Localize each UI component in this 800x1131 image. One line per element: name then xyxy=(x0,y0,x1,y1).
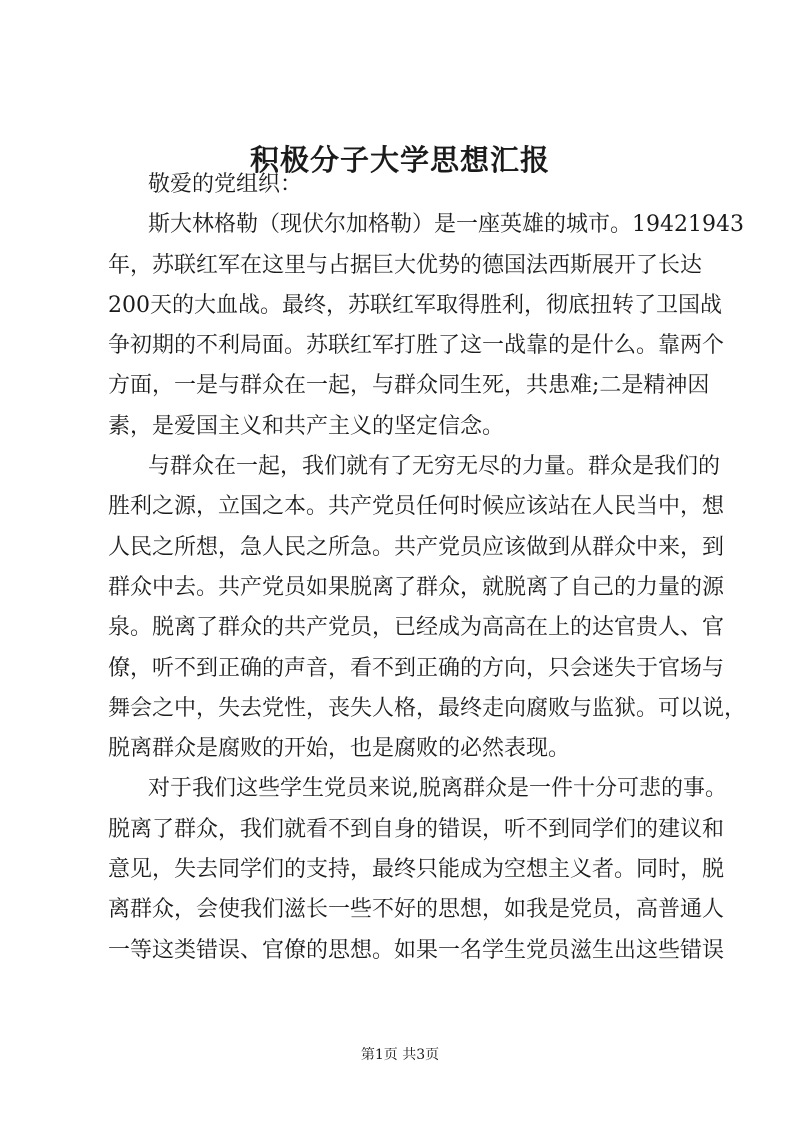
paragraph-line: 意见，失去同学们的支持，最终只能成为空想主义者。同时，脱 xyxy=(108,857,725,883)
paragraph-line: 舞会之中，失去党性，丧失人格，最终走向腐败与监狱。可以说， xyxy=(108,695,747,721)
paragraph-line: 群众中去。共产党员如果脱离了群众，就脱离了自己的力量的源 xyxy=(108,574,725,600)
document-title: 积极分子大学思想汇报 xyxy=(249,143,550,177)
paragraph-line: 人民之所想，急人民之所急。共产党员应该做到从群众中来，到 xyxy=(108,534,725,560)
paragraph-line: 争初期的不利局面。苏联红军打胜了这一战靠的是什么。靠两个 xyxy=(108,333,725,359)
paragraph-line: 一等这类错误、官僚的思想。如果一名学生党员滋生出这些错误 xyxy=(108,937,725,963)
paragraph-line: 胜利之源，立国之本。共产党员任何时候应该站在人民当中，想 xyxy=(108,494,725,520)
page-number-footer: 第1页 共3页 xyxy=(360,1047,440,1063)
paragraph-line: 僚，听不到正确的声音，看不到正确的方向，只会迷失于官场与 xyxy=(108,655,725,681)
paragraph-line: 200天的大血战。最终，苏联红军取得胜利，彻底扭转了卫国战 xyxy=(108,292,722,318)
paragraph-line: 斯大林格勒（现伏尔加格勒）是一座英雄的城市。19421943 xyxy=(148,212,744,238)
paragraph-line: 与群众在一起，我们就有了无穷无尽的力量。群众是我们的 xyxy=(148,454,721,480)
paragraph-line: 离群众，会使我们滋长一些不好的思想，如我是党员，高普通人 xyxy=(108,897,725,923)
paragraph-line: 方面，一是与群众在一起，与群众同生死，共患难;二是精神因 xyxy=(108,373,710,399)
paragraph-line: 泉。脱离了群众的共产党员，已经成为高高在上的达官贵人、官 xyxy=(108,615,725,641)
paragraph-line: 脱离了群众，我们就看不到自身的错误，听不到同学们的建议和 xyxy=(108,816,725,842)
document-body xyxy=(108,165,747,971)
paragraph-line: 年，苏联红军在这里与占据巨大优势的德国法西斯展开了长达 xyxy=(108,252,703,278)
paragraph-line: 对于我们这些学生党员来说,脱离群众是一件十分可悲的事。 xyxy=(148,776,727,802)
paragraph-line: 脱离群众是腐败的开始，也是腐败的必然表现。 xyxy=(108,736,571,762)
paragraph-line: 素，是爱国主义和共产主义的坚定信念。 xyxy=(108,413,505,439)
salutation: 敬爱的党组织： xyxy=(148,172,303,197)
